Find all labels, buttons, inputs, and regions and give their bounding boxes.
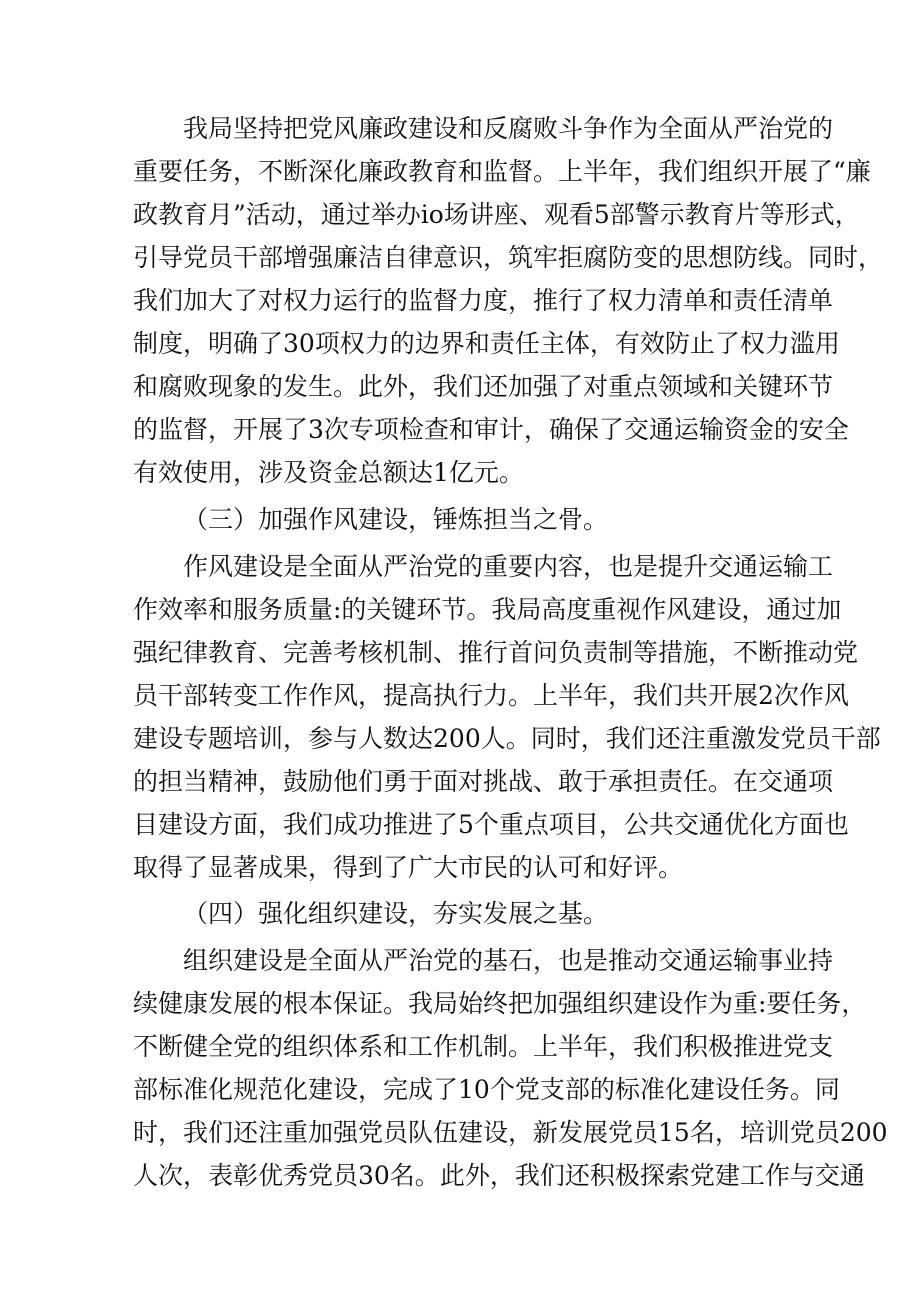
paragraph-2-line-6: 的担当精神，鼓励他们勇于面对挑战、敢于承担责任。在交通项 [133, 767, 834, 796]
paragraph-1-line-1: 我局坚持把党风廉政建设和反腐败斗争作为全面从严治党的 [183, 114, 834, 143]
paragraph-3-line-5: 时，我们还注重加强党员队伍建设，新发展党员15名，培训党员200 [133, 1118, 888, 1147]
paragraph-1-line-9: 有效使用，涉及资金总额达1亿元。 [133, 458, 524, 487]
paragraph-3-line-1: 组织建设是全面从严治党的基石，也是推动交通运输事业持 [183, 946, 834, 975]
paragraph-3-line-2: 续健康发展的根本保证。我局始终把加强组织建设作为重:要任务， [133, 989, 867, 1018]
paragraph-1-line-8: 的监督，开展了3次专项检查和审计，确保了交通运输资金的安全 [133, 415, 849, 444]
paragraph-2-line-3: 强纪律教育、完善考核机制、推行首问负责制等措施，不断推动党 [133, 638, 859, 667]
paragraph-2-line-2: 作效率和服务质量:的关键环节。我局高度重视作风建设，通过加 [133, 595, 842, 624]
paragraph-3-line-6: 人次，表彰优秀党员30名。此外，我们还积极探索党建工作与交通 [133, 1161, 865, 1190]
paragraph-2-line-7: 目建设方面，我们成功推进了5个重点项目，公共交通优化方面也 [133, 810, 849, 839]
paragraph-3-line-3: 不断健全党的组织体系和工作机制。上半年，我们积极推进党支 [133, 1032, 834, 1061]
paragraph-3-line-4: 部标准化规范化建设，完成了10个党支部的标准化建设任务。同 [133, 1075, 840, 1104]
paragraph-2-line-4: 员干部转变工作作风，提高执行力。上半年，我们共开展2次作风 [133, 681, 849, 710]
paragraph-1-line-4: 引导党员干部增强廉洁自律意识，筑牢拒腐防变的思想防线。同时， [133, 243, 884, 272]
paragraph-1-line-6: 制度，明确了30项权力的边界和责任主体，有效防止了权力滥用 [133, 329, 840, 358]
section-heading-4: （四）强化组织建设，夯实发展之基。 [183, 899, 609, 928]
section-heading-3: （三）加强作风建设，锤炼担当之骨。 [183, 505, 609, 534]
paragraph-1-line-7: 和腐败现象的发生。此外，我们还加强了对重点领域和关键环节 [133, 372, 834, 401]
paragraph-1-line-3: 政教育月”活动，通过举办io场讲座、观看5部警示教育片等形式， [133, 200, 860, 229]
paragraph-1-line-2: 重要任务，不断深化廉政教育和监督。上半年，我们组织开展了“廉 [133, 157, 871, 186]
paragraph-2-line-5: 建设专题培训，参与人数达200人。同时，我们还注重激发党员干部 [133, 724, 881, 753]
paragraph-2-line-8: 取得了显著成果，得到了广大市民的认可和好评。 [133, 853, 684, 882]
paragraph-2-line-1: 作风建设是全面从严治党的重要内容，也是提升交通运输工 [183, 552, 834, 581]
paragraph-1-line-5: 我们加大了对权力运行的监督力度，推行了权力清单和责任清单 [133, 286, 834, 315]
